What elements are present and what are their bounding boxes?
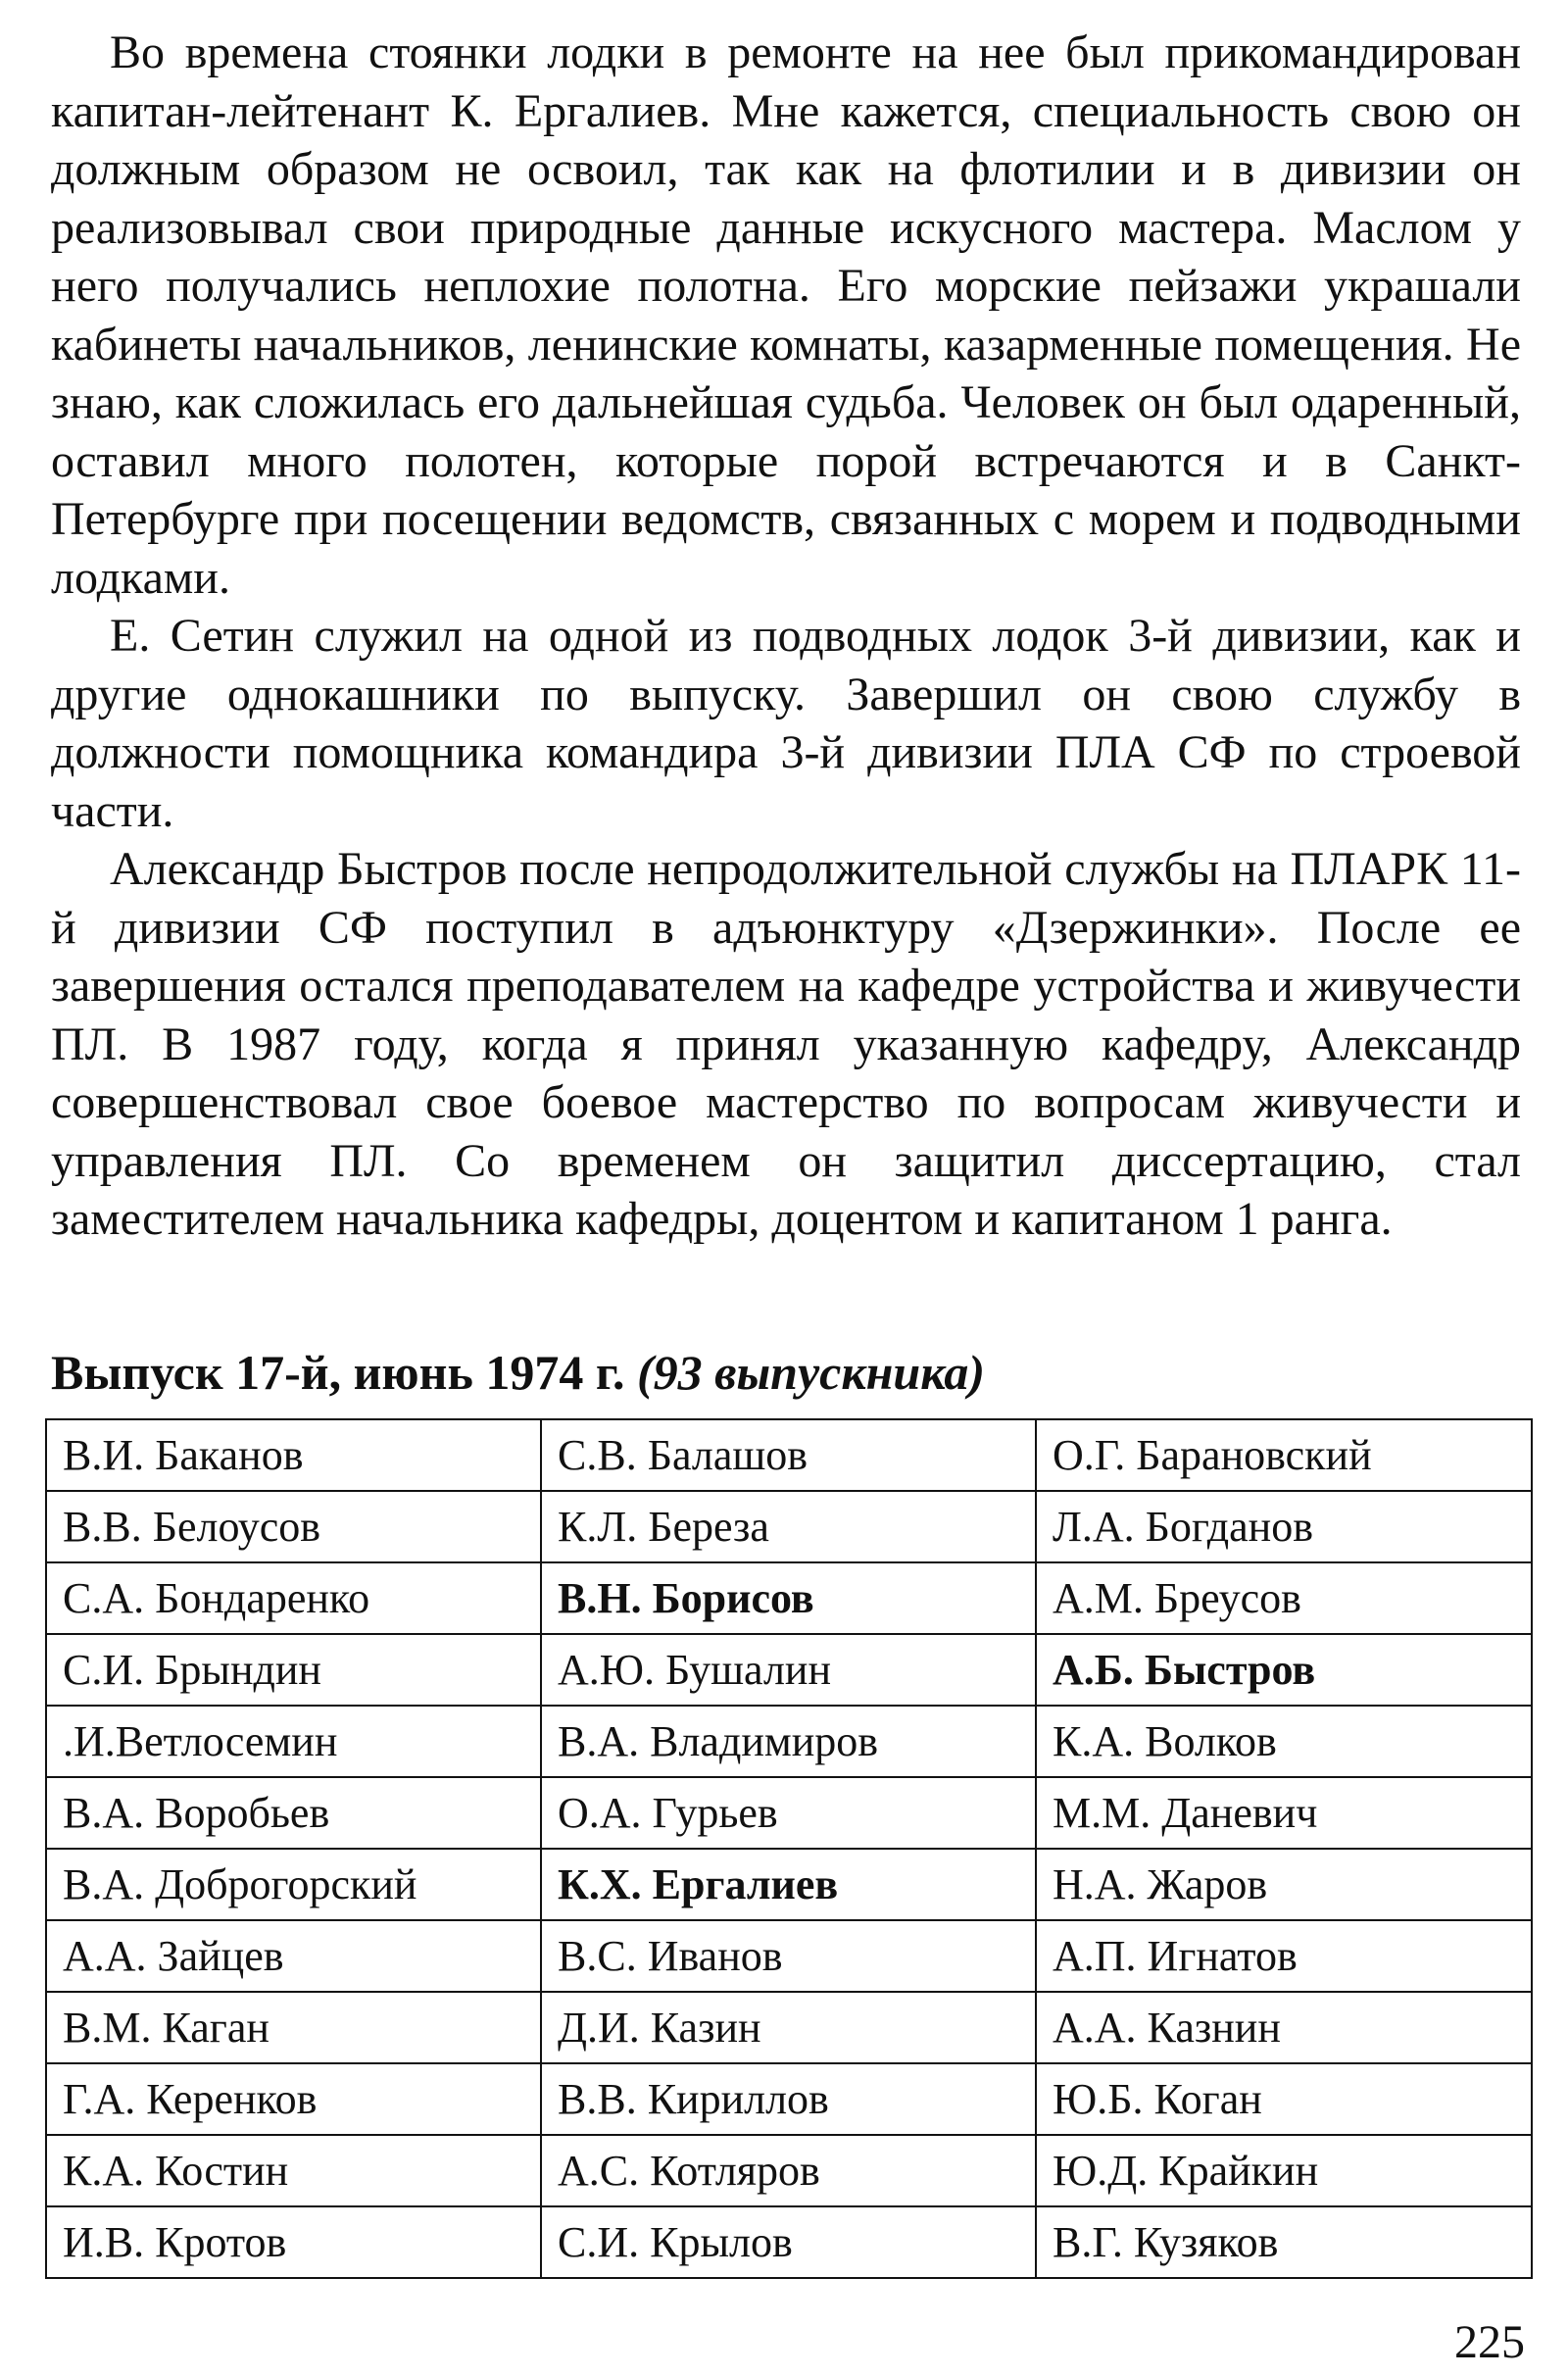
graduate-name-cell: Л.А. Богданов — [1036, 1491, 1532, 1562]
page-number: 225 — [1454, 2316, 1525, 2368]
table-row — [46, 1777, 1532, 1849]
table-row — [46, 1562, 1532, 1634]
graduate-name-cell: В.М. Каган — [46, 1992, 541, 2063]
graduates-table-body — [46, 1419, 1532, 2278]
paragraph: Е. Сетин служил на одной из подводных лодок 3-й дивизии, как и другие однокашники по выпуску. Завершил он свою службу в должности помощника командира 3-й дивизии ПЛА СФ по строевой части. — [51, 610, 1521, 837]
table-row — [46, 1992, 1532, 2063]
graduate-name-cell: С.И. Брындин — [46, 1634, 541, 1706]
graduate-name-cell: К.А. Волков — [1036, 1706, 1532, 1777]
graduate-name-cell: М.М. Даневич — [1036, 1777, 1532, 1849]
section-heading — [51, 1343, 1521, 1402]
paragraph: Во времена стоянки лодки в ремонте на нее был прикомандирован капитан-лейтенант К. Ергалиев. Мне кажется, специальность свою он должным образом не освоил, так как на флотилии и в дивизии он реализовывал свои природные данные искусного мастера. Маслом у него получались неплохие полотна. Его морские пейзажи украшали кабинеты начальников, ленинские комнаты, казарменные помещения. Не знаю, как сложилась его дальнейшая судьба. Человек он был одаренный, оставил много полотен, которые порой встречаются и в Санкт-Петербурге при посещении ведомств, связанных с морем и подводными лодками. — [51, 26, 1521, 604]
table-row — [46, 2135, 1532, 2206]
graduate-name-cell: Г.А. Керенков — [46, 2063, 541, 2135]
graduate-name-cell: О.Г. Барановский — [1036, 1419, 1532, 1491]
heading-note: (93 выпускника) — [636, 1345, 985, 1400]
paragraph: Александр Быстров после непродолжительной службы на ПЛАРК 11-й дивизии СФ поступил в адъюнктуру «Дзержинки». После ее завершения остался преподавателем на кафедре устройства и живучести ПЛ. В 1987 году, когда я принял указанную кафедру, Александр совершенствовал свое боевое мастерство по вопросам живучести и управления ПЛ. Со временем он защитил диссертацию, стал заместителем начальника кафедры, доцентом и капитаном 1 ранга. — [51, 843, 1521, 1245]
table-row — [46, 2063, 1532, 2135]
graduate-name-cell: К.Л. Береза — [541, 1491, 1036, 1562]
table-row — [46, 1920, 1532, 1992]
graduate-name-cell: К.Х. Ергалиев — [541, 1849, 1036, 1920]
table-row — [46, 1849, 1532, 1920]
graduate-name-cell: В.А. Доброгорский — [46, 1849, 541, 1920]
table-row — [46, 2206, 1532, 2278]
table-row — [46, 1419, 1532, 1491]
table-row — [46, 1706, 1532, 1777]
graduate-name-cell: О.А. Гурьев — [541, 1777, 1036, 1849]
graduate-name-cell: Н.А. Жаров — [1036, 1849, 1532, 1920]
graduate-name-cell: А.Ю. Бушалин — [541, 1634, 1036, 1706]
body-text — [51, 24, 1521, 1249]
graduate-name-cell: А.П. Игнатов — [1036, 1920, 1532, 1992]
graduate-name-cell: К.А. Костин — [46, 2135, 541, 2206]
graduate-name-cell: В.В. Кириллов — [541, 2063, 1036, 2135]
graduate-name-cell: С.В. Балашов — [541, 1419, 1036, 1491]
table-row — [46, 1491, 1532, 1562]
graduates-table — [45, 1418, 1533, 2279]
graduate-name-cell: В.С. Иванов — [541, 1920, 1036, 1992]
graduate-name-cell: С.А. Бондаренко — [46, 1562, 541, 1634]
graduate-name-cell: В.Н. Борисов — [541, 1562, 1036, 1634]
graduate-name-cell: А.С. Котляров — [541, 2135, 1036, 2206]
graduate-name-cell: А.М. Бреусов — [1036, 1562, 1532, 1634]
graduate-name-cell: Д.И. Казин — [541, 1992, 1036, 2063]
graduate-name-cell: .И.Ветлосемин — [46, 1706, 541, 1777]
table-row — [46, 1634, 1532, 1706]
graduate-name-cell: В.А. Воробьев — [46, 1777, 541, 1849]
graduate-name-cell: Ю.Б. Коган — [1036, 2063, 1532, 2135]
graduate-name-cell: Ю.Д. Крайкин — [1036, 2135, 1532, 2206]
heading-title: Выпуск 17-й, июнь 1974 г. — [51, 1345, 625, 1400]
graduate-name-cell: И.В. Кротов — [46, 2206, 541, 2278]
graduate-name-cell: В.Г. Кузяков — [1036, 2206, 1532, 2278]
graduate-name-cell: В.И. Баканов — [46, 1419, 541, 1491]
graduate-name-cell: В.А. Владимиров — [541, 1706, 1036, 1777]
graduate-name-cell: В.В. Белоусов — [46, 1491, 541, 1562]
graduate-name-cell: С.И. Крылов — [541, 2206, 1036, 2278]
graduate-name-cell: А.А. Казнин — [1036, 1992, 1532, 2063]
graduate-name-cell: А.А. Зайцев — [46, 1920, 541, 1992]
graduate-name-cell: А.Б. Быстров — [1036, 1634, 1532, 1706]
